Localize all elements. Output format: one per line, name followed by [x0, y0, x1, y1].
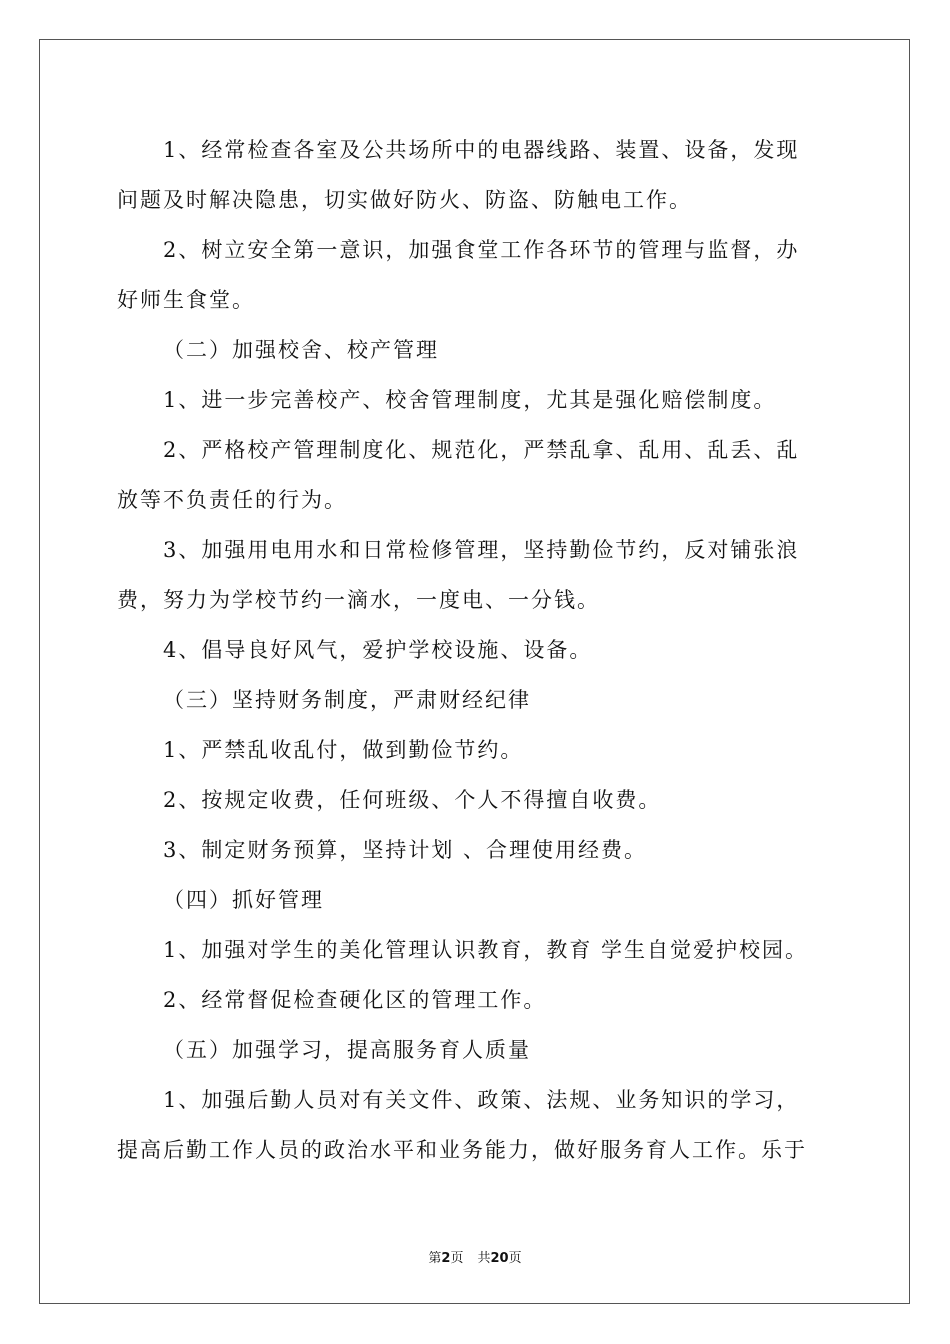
paragraph-line: 1、加强对学生的美化管理认识教育，教育 学生自觉爱护校园。	[163, 938, 809, 962]
paragraph-line: 2、经常督促检查硬化区的管理工作。	[163, 988, 547, 1012]
paragraph-line: 1、严禁乱收乱付，做到勤俭节约。	[163, 738, 524, 762]
page-suffix: 页	[450, 1251, 464, 1266]
paragraph-line: 1、进一步完善校产、校舍管理制度，尤其是强化赔偿制度。	[163, 388, 777, 412]
paragraph-line: 2、按规定收费，任何班级、个人不得擅自收费。	[163, 788, 662, 812]
paragraph-line: 1、经常检查各室及公共场所中的电器线路、装置、设备，发现	[163, 138, 800, 162]
paragraph-line: 问题及时解决隐患，切实做好防火、防盗、防触电工作。	[117, 188, 692, 212]
document-body	[117, 125, 833, 1175]
paragraph-line: 2、严格校产管理制度化、规范化，严禁乱拿、乱用、乱丢、乱	[163, 438, 800, 462]
paragraph-line: 4、倡导良好风气，爱护学校设施、设备。	[163, 638, 593, 662]
page-footer	[0, 1247, 950, 1266]
total-suffix: 页	[508, 1251, 522, 1266]
total-prefix: 共	[477, 1251, 491, 1266]
section-heading: （五）加强学习，提高服务育人质量	[163, 1038, 531, 1062]
paragraph-line: 3、加强用电用水和日常检修管理，坚持勤俭节约，反对铺张浪	[163, 538, 800, 562]
paragraph-line: 提高后勤工作人员的政治水平和业务能力，做好服务育人工作。乐于	[117, 1138, 807, 1162]
section-heading: （三）坚持财务制度，严肃财经纪律	[163, 688, 531, 712]
paragraph-line: 3、制定财务预算，坚持计划 、合理使用经费。	[163, 838, 648, 862]
page-number: 2	[441, 1251, 451, 1266]
page-prefix: 第	[428, 1251, 442, 1266]
paragraph-line: 放等不负责任的行为。	[117, 488, 347, 512]
section-heading: （四）抓好管理	[163, 888, 324, 912]
paragraph-line: 1、加强后勤人员对有关文件、政策、法规、业务知识的学习，	[163, 1088, 800, 1112]
paragraph-line: 费，努力为学校节约一滴水，一度电、一分钱。	[117, 588, 600, 612]
paragraph-line: 好师生食堂。	[117, 288, 255, 312]
paragraph-line: 2、树立安全第一意识，加强食堂工作各环节的管理与监督，办	[163, 238, 800, 262]
total-pages: 20	[490, 1251, 509, 1266]
section-heading: （二）加强校舍、校产管理	[163, 338, 439, 362]
